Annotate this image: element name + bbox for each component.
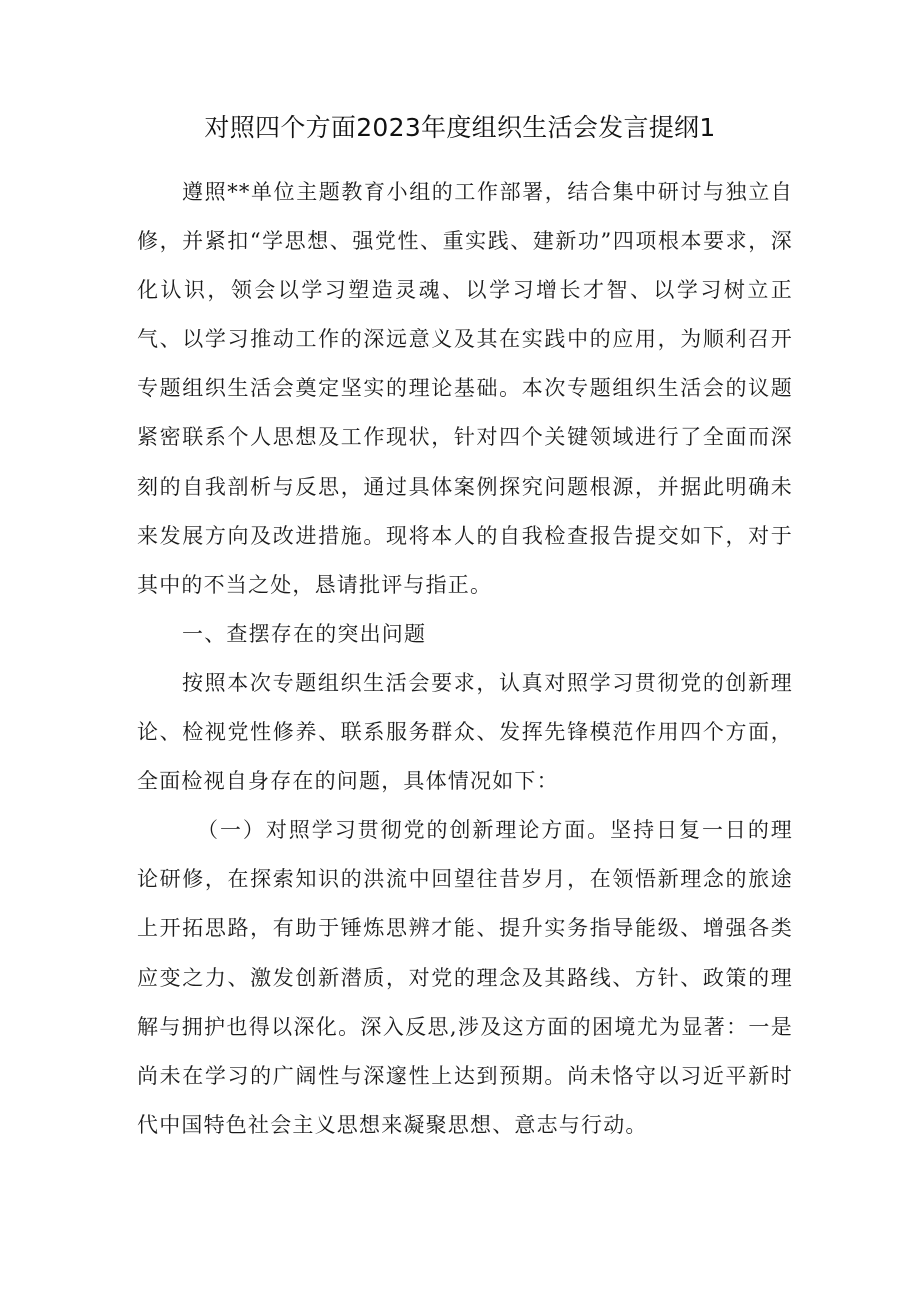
- document-title: 对照四个方面2023年度组织生活会发言提纲1: [204, 113, 716, 142]
- subsection-paragraph: （一）对照学习贯彻党的创新理论方面。坚持日复一日的理论研修，在探索知识的洪流中回望往昔岁月，在领悟新理念的旅途上开拓思路，有助于锤炼思辨才能、提升实务指导能级、增强各类应变之力、激发创新潜质，对党的理念及其路线、方针、政策的理解与拥护也得以深化。深入反思,涉及这方面的困境尤为显著：一是尚未在学习的广阔性与深邃性上达到预期。尚未恪守以习近平新时代中国特色社会主义思想来凝聚思想、意志与行动。: [137, 818, 793, 1137]
- intro-paragraph: 遵照**单位主题教育小组的工作部署，结合集中研讨与独立自修，并紧扣“学思想、强党性、重实践、建新功”四项根本要求，深化认识，领会以学习塑造灵魂、以学习增长才智、以学习树立正气、以学习推动工作的深远意义及其在实践中的应用，为顺利召开专题组织生活会奠定坚实的理论基础。本次专题组织生活会的议题紧密联系个人思想及工作现状，针对四个关键领域进行了全面而深刻的自我剖析与反思，通过具体案例探究问题根源，并据此明确未来发展方向及改进措施。现将本人的自我检查报告提交如下，对于其中的不当之处，恳请批评与指正。: [137, 180, 793, 597]
- section-heading: 一、查摆存在的突出问题: [182, 621, 427, 646]
- section-intro-paragraph: 按照本次专题组织生活会要求，认真对照学习贯彻党的创新理论、检视党性修养、联系服务群众、发挥先锋模范作用四个方面，全面检视自身存在的问题，具体情况如下：: [137, 670, 793, 794]
- document-body: [137, 168, 793, 1150]
